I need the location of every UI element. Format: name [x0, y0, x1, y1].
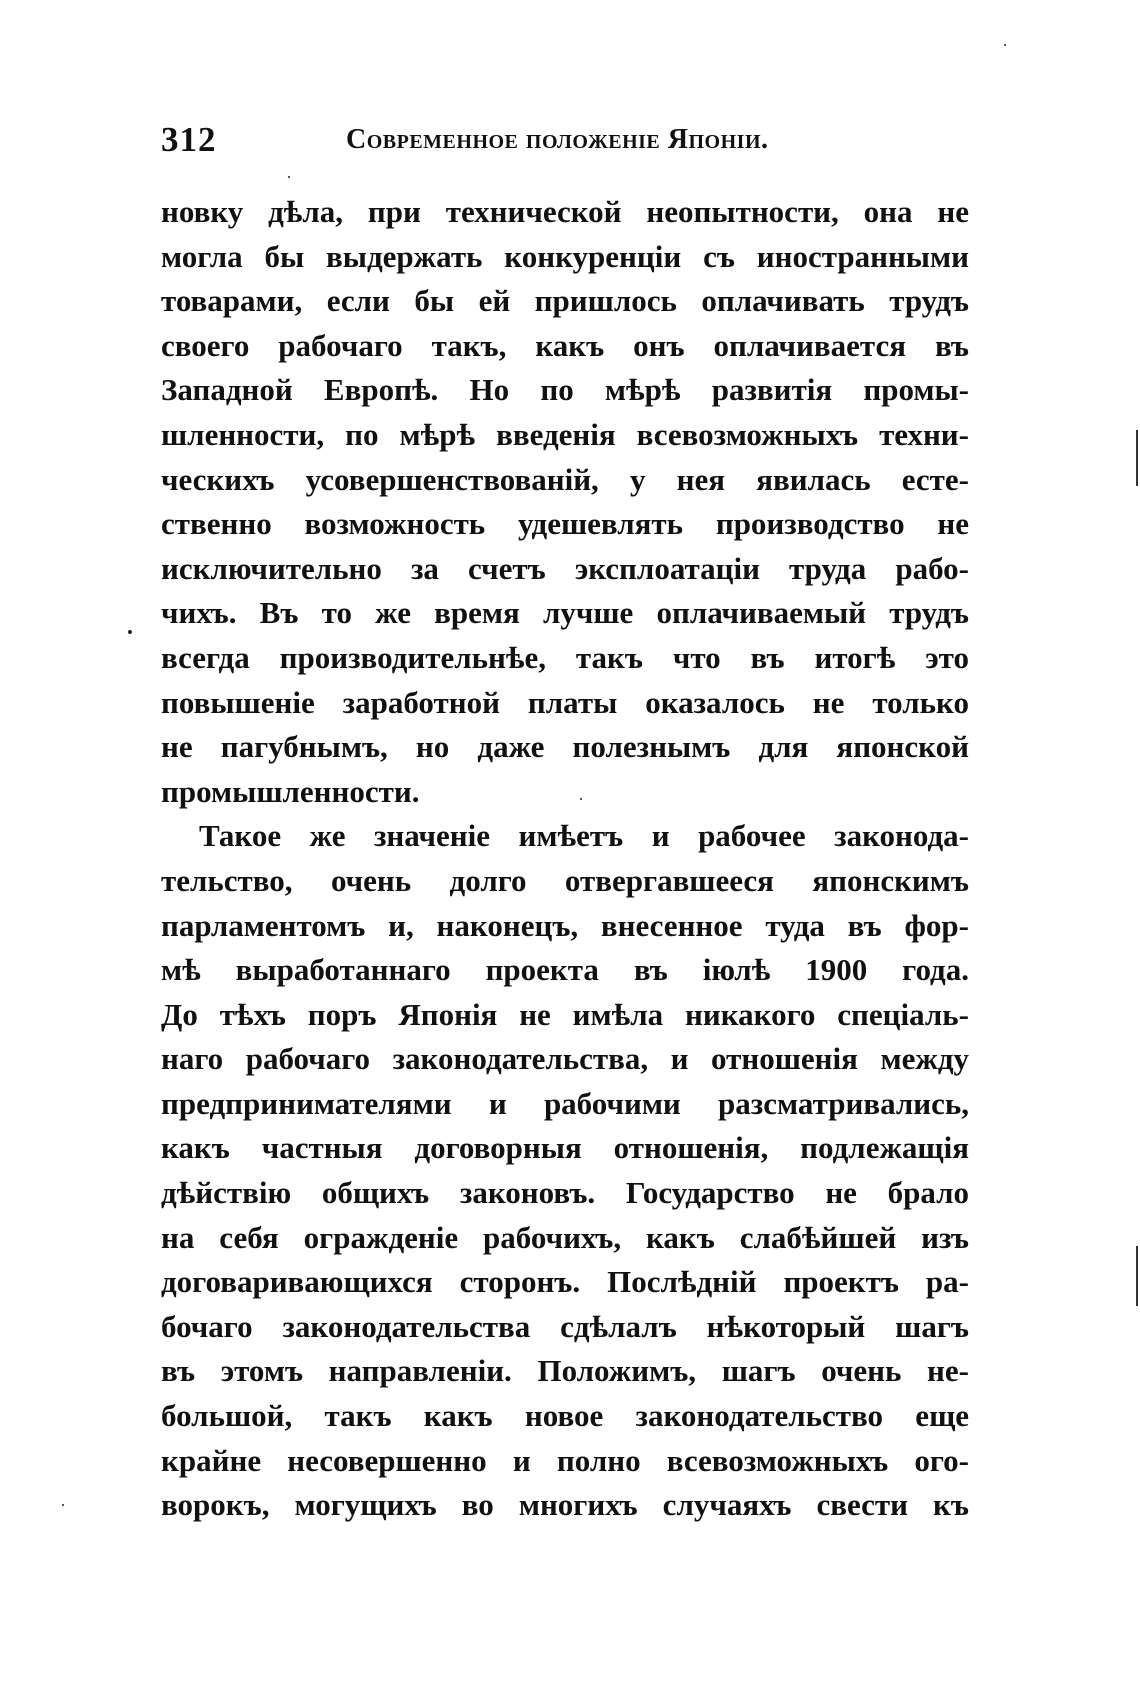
text-line: тельство, очень долго отвергавшееся японскимъ — [161, 862, 969, 898]
text-line: повышеніе заработной платы оказалось не только — [161, 684, 969, 720]
text-line: новку дѣла, при технической неопытности, она не — [161, 194, 969, 229]
text-line: товарами, если бы ей пришлось оплачивать трудъ — [161, 283, 969, 319]
text-line: договаривающихся сторонъ. Послѣдній проектъ ра- — [161, 1264, 969, 1300]
text-line: мѣ выработаннаго проекта въ іюлѣ 1900 года. — [161, 952, 969, 988]
body-text — [161, 190, 969, 1528]
text-line: на себя огражденіе рабочихъ, какъ слабѣйшей изъ — [161, 1219, 969, 1255]
running-title: Современное положеніе Японіи. — [346, 124, 769, 155]
text-line: предпринимателями и рабочими разсматривались, — [161, 1085, 969, 1121]
text-line: шленности, по мѣрѣ введенія всевозможныхъ техни- — [161, 416, 969, 452]
scan-edge-mark — [1136, 1246, 1138, 1306]
text-line: чихъ. Въ то же время лучше оплачиваемый трудъ — [161, 595, 969, 631]
text-line: исключительно за счетъ эксплоатаціи труда рабо- — [161, 550, 969, 586]
text-line: могла бы выдержать конкуренціи съ иностранными — [161, 238, 969, 274]
text-line: Западной Европѣ. Но по мѣрѣ развитія промы- — [161, 372, 969, 408]
scan-speck — [62, 1504, 64, 1506]
paragraph-1 — [161, 190, 969, 814]
text-line: дѣйствію общихъ законовъ. Государство не брало — [161, 1175, 969, 1211]
text-line: Такое же значеніе имѣетъ и рабочее законода- — [199, 818, 969, 854]
text-line: промышленности. — [161, 773, 420, 809]
text-line: ческихъ усовершенствованій, у нея явилась есте- — [161, 461, 969, 497]
page-number: 312 — [161, 120, 217, 159]
scan-speck — [288, 176, 290, 178]
paragraph-2 — [161, 814, 969, 1528]
text-line: ворокъ, могущихъ во многихъ случаяхъ свести къ — [161, 1487, 969, 1523]
text-line: своего рабочаго такъ, какъ онъ оплачивается въ — [161, 327, 969, 363]
text-line: ственно возможность удешевлять производство не — [161, 506, 969, 542]
scan-edge-mark — [1136, 430, 1138, 486]
scan-speck — [1004, 44, 1006, 46]
text-line: не пагубнымъ, но даже полезнымъ для японской — [161, 729, 969, 765]
scan-speck — [580, 798, 582, 800]
text-line: какъ частныя договорныя отношенія, подлежащія — [161, 1130, 969, 1166]
text-line: бочаго законодательства сдѣлалъ нѣкоторый шагъ — [161, 1308, 969, 1344]
page-header — [161, 120, 971, 170]
text-line: наго рабочаго законодательства, и отношенія между — [161, 1041, 969, 1077]
scan-speck — [128, 630, 132, 634]
text-line: большой, такъ какъ новое законодательство еще — [161, 1398, 969, 1434]
text-line: крайне несовершенно и полно всевозможныхъ ого- — [161, 1442, 969, 1478]
text-line: всегда производительнѣе, такъ что въ итогѣ это — [161, 639, 969, 675]
text-line: парламентомъ и, наконецъ, внесенное туда въ фор- — [161, 907, 969, 943]
text-line: въ этомъ направленіи. Положимъ, шагъ очень не- — [161, 1353, 969, 1389]
text-line: До тѣхъ поръ Японія не имѣла никакого спеціаль- — [161, 996, 969, 1032]
